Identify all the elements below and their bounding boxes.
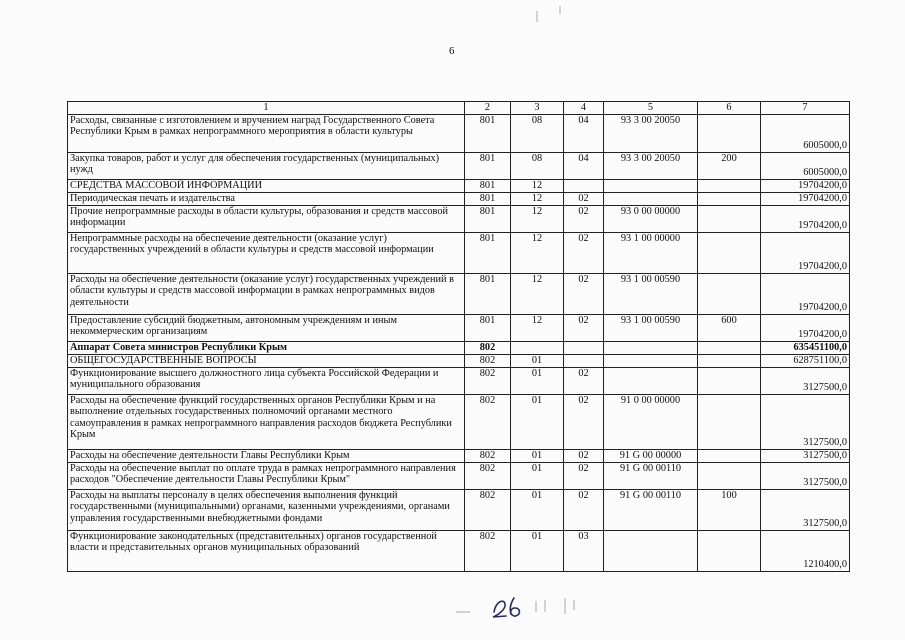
row-col-4: 04 <box>564 114 604 152</box>
row-col-4 <box>564 354 604 367</box>
row-col-2: 802 <box>465 530 511 571</box>
row-col-4: 02 <box>564 232 604 273</box>
row-col-2: 801 <box>465 179 511 192</box>
row-col-3: 01 <box>511 367 564 394</box>
row-col-4: 02 <box>564 449 604 462</box>
table-row <box>68 273 850 314</box>
row-amount: 19704200,0 <box>761 205 850 232</box>
row-name: Расходы на обеспечение деятельности (оказание услуг) государственных учреждений в области культуры и средств массовой информации в рамках непрограммных видов деятельности <box>68 273 465 314</box>
page-number: 6 <box>449 45 455 57</box>
row-col-4: 03 <box>564 530 604 571</box>
row-col-6 <box>698 530 761 571</box>
row-col-3: 08 <box>511 152 564 179</box>
column-header-2: 2 <box>465 102 511 115</box>
row-amount: 3127500,0 <box>761 489 850 530</box>
table-header-row <box>68 102 850 115</box>
row-col-5: 91 G 00 00110 <box>604 489 698 530</box>
row-col-3: 08 <box>511 114 564 152</box>
budget-table <box>67 101 850 572</box>
row-col-5 <box>604 367 698 394</box>
row-col-3: 12 <box>511 273 564 314</box>
row-name: Расходы, связанные с изготовлением и вручением наград Государственного Совета Республики Крым в рамках непрограммного мероприятия в области культуры <box>68 114 465 152</box>
row-col-6 <box>698 449 761 462</box>
row-col-3: 12 <box>511 205 564 232</box>
row-name: Функционирование высшего должностного лица субъекта Российской Федерации и муниципального образования <box>68 367 465 394</box>
row-col-6: 100 <box>698 489 761 530</box>
row-amount: 6005000,0 <box>761 114 850 152</box>
row-col-6 <box>698 354 761 367</box>
row-col-3: 01 <box>511 449 564 462</box>
row-col-3: 01 <box>511 462 564 489</box>
row-col-3 <box>511 341 564 354</box>
row-col-4 <box>564 341 604 354</box>
row-col-3: 01 <box>511 489 564 530</box>
table-row <box>68 530 850 571</box>
row-col-2: 801 <box>465 152 511 179</box>
row-name: Аппарат Совета министров Республики Крым <box>68 341 465 354</box>
row-amount: 3127500,0 <box>761 449 850 462</box>
row-amount: 19704200,0 <box>761 273 850 314</box>
row-col-6 <box>698 341 761 354</box>
row-name: Периодическая печать и издательства <box>68 192 465 205</box>
row-amount: 1210400,0 <box>761 530 850 571</box>
row-col-2: 801 <box>465 192 511 205</box>
row-col-5: 93 3 00 20050 <box>604 114 698 152</box>
row-col-4: 02 <box>564 192 604 205</box>
row-amount: 3127500,0 <box>761 367 850 394</box>
row-name: Прочие непрограммные расходы в области культуры, образования и средств массовой информации <box>68 205 465 232</box>
row-col-4 <box>564 179 604 192</box>
column-header-5: 5 <box>604 102 698 115</box>
row-col-5 <box>604 354 698 367</box>
row-col-4: 02 <box>564 394 604 449</box>
row-col-3: 12 <box>511 192 564 205</box>
table-row <box>68 341 850 354</box>
row-name: Расходы на обеспечение деятельности Главы Республики Крым <box>68 449 465 462</box>
table-row <box>68 205 850 232</box>
row-col-2: 802 <box>465 367 511 394</box>
row-amount: 19704200,0 <box>761 314 850 341</box>
row-col-6 <box>698 367 761 394</box>
row-amount: 19704200,0 <box>761 179 850 192</box>
row-col-2: 801 <box>465 205 511 232</box>
row-amount: 628751100,0 <box>761 354 850 367</box>
row-col-3: 12 <box>511 179 564 192</box>
column-header-6: 6 <box>698 102 761 115</box>
row-name: Расходы на обеспечение выплат по оплате труда в рамках непрограммного направления расходов "Обеспечение деятельности Главы Республики Крым" <box>68 462 465 489</box>
column-header-7: 7 <box>761 102 850 115</box>
table-row <box>68 394 850 449</box>
row-col-6: 200 <box>698 152 761 179</box>
row-col-4: 02 <box>564 462 604 489</box>
column-header-1: 1 <box>68 102 465 115</box>
table-row <box>68 367 850 394</box>
row-name: Функционирование законодательных (представительных) органов государственной власти и представительных органов муниципальных образований <box>68 530 465 571</box>
row-col-2: 802 <box>465 489 511 530</box>
row-col-6 <box>698 462 761 489</box>
row-amount: 3127500,0 <box>761 462 850 489</box>
table-row <box>68 114 850 152</box>
row-col-5: 91 0 00 00000 <box>604 394 698 449</box>
row-col-2: 802 <box>465 354 511 367</box>
row-col-5 <box>604 530 698 571</box>
row-col-6 <box>698 273 761 314</box>
row-col-5: 93 1 00 00000 <box>604 232 698 273</box>
row-col-6 <box>698 232 761 273</box>
row-col-6 <box>698 114 761 152</box>
row-col-3: 12 <box>511 314 564 341</box>
table-row <box>68 314 850 341</box>
row-col-6 <box>698 394 761 449</box>
table-row <box>68 354 850 367</box>
row-name: Предоставление субсидий бюджетным, автономным учреждениям и иным некоммерческим организациям <box>68 314 465 341</box>
row-col-5 <box>604 341 698 354</box>
row-amount: 3127500,0 <box>761 394 850 449</box>
row-col-2: 801 <box>465 314 511 341</box>
row-amount: 635451100,0 <box>761 341 850 354</box>
table-row <box>68 152 850 179</box>
column-header-3: 3 <box>511 102 564 115</box>
row-col-2: 802 <box>465 341 511 354</box>
row-col-6 <box>698 179 761 192</box>
row-col-4: 02 <box>564 489 604 530</box>
row-col-4: 02 <box>564 314 604 341</box>
row-col-6: 600 <box>698 314 761 341</box>
row-amount: 19704200,0 <box>761 192 850 205</box>
row-col-5: 93 1 00 00590 <box>604 273 698 314</box>
handwritten-page-mark <box>490 592 550 620</box>
row-col-5 <box>604 192 698 205</box>
row-col-2: 802 <box>465 394 511 449</box>
row-col-6 <box>698 192 761 205</box>
row-col-3: 01 <box>511 394 564 449</box>
row-col-4: 02 <box>564 273 604 314</box>
row-col-3: 01 <box>511 530 564 571</box>
row-name: СРЕДСТВА МАССОВОЙ ИНФОРМАЦИИ <box>68 179 465 192</box>
table-row <box>68 232 850 273</box>
column-header-4: 4 <box>564 102 604 115</box>
row-amount: 19704200,0 <box>761 232 850 273</box>
row-col-2: 801 <box>465 273 511 314</box>
table-row <box>68 179 850 192</box>
row-col-2: 802 <box>465 462 511 489</box>
row-col-5: 93 0 00 00000 <box>604 205 698 232</box>
row-col-4: 02 <box>564 205 604 232</box>
row-name: Непрограммные расходы на обеспечение деятельности (оказание услуг) государственных учреждений в области культуры и средств массовой информации <box>68 232 465 273</box>
row-col-2: 801 <box>465 232 511 273</box>
row-name: ОБЩЕГОСУДАРСТВЕННЫЕ ВОПРОСЫ <box>68 354 465 367</box>
row-col-5: 93 1 00 00590 <box>604 314 698 341</box>
row-name: Расходы на выплаты персоналу в целях обеспечения выполнения функций государственными (муниципальными) органами, казенными учреждениями, органами управления государственными внебюджетными фондами <box>68 489 465 530</box>
table-row <box>68 192 850 205</box>
table-row <box>68 449 850 462</box>
row-col-2: 801 <box>465 114 511 152</box>
row-col-2: 802 <box>465 449 511 462</box>
row-col-3: 12 <box>511 232 564 273</box>
row-amount: 6005000,0 <box>761 152 850 179</box>
row-col-3: 01 <box>511 354 564 367</box>
row-col-4: 02 <box>564 367 604 394</box>
row-col-5 <box>604 179 698 192</box>
row-col-5: 93 3 00 20050 <box>604 152 698 179</box>
row-name: Закупка товаров, работ и услуг для обеспечения государственных (муниципальных) нужд <box>68 152 465 179</box>
row-col-5: 91 G 00 00000 <box>604 449 698 462</box>
table-row <box>68 462 850 489</box>
row-col-4: 04 <box>564 152 604 179</box>
table-row <box>68 489 850 530</box>
row-name: Расходы на обеспечение функций государственных органов Республики Крым и на выполнение отдельных государственных полномочий органами местного самоуправления в рамках непрограммного направления расходов бюджета Республики Крым <box>68 394 465 449</box>
row-col-6 <box>698 205 761 232</box>
row-col-5: 91 G 00 00110 <box>604 462 698 489</box>
